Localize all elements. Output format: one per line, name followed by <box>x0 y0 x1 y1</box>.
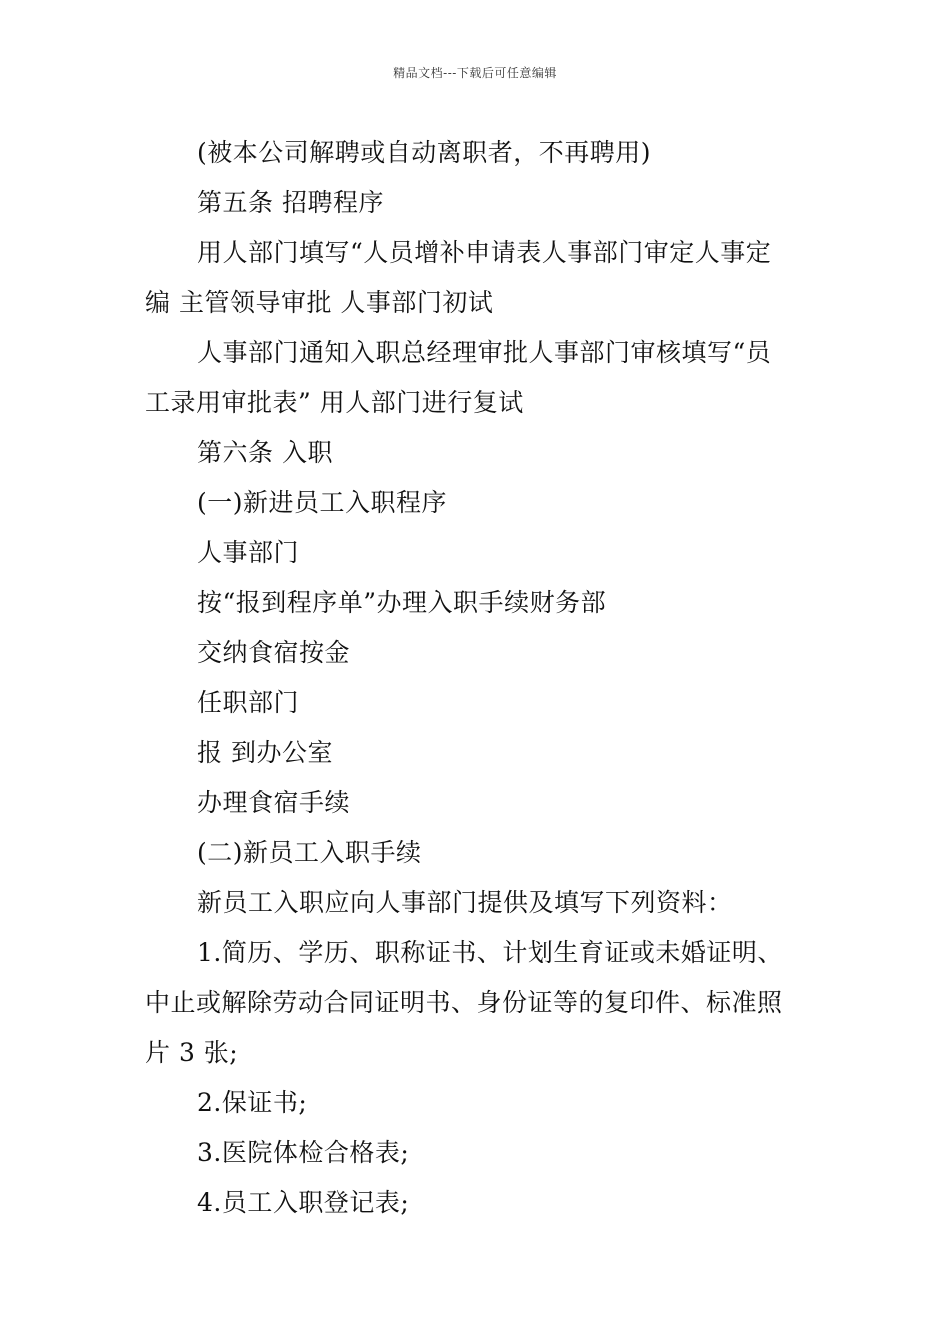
text-line: 人事部门通知入职总经理审批人事部门审核填写“员 <box>197 338 772 367</box>
document-body <box>145 128 810 1228</box>
text-line: 编 主管领导审批 人事部门初试 <box>145 288 494 317</box>
text-line: 按“报到程序单”办理入职手续财务部 <box>197 588 607 617</box>
text-line: 办理食宿手续 <box>197 788 351 817</box>
text-line: 人事部门 <box>197 538 300 567</box>
list-item: 4.员工入职登记表; <box>197 1188 410 1217</box>
subsection-heading: (一)新进员工入职程序 <box>197 488 448 517</box>
text-line: 任职部门 <box>197 688 300 717</box>
text-line: 报 到办公室 <box>197 738 333 767</box>
list-item: 1.简历、学历、职称证书、计划生育证或未婚证明、 <box>197 938 783 967</box>
text-line: 用人部门填写“人员增补申请表人事部门审定人事定 <box>197 238 772 267</box>
text-line: 工录用审批表” 用人部门进行复试 <box>145 388 524 417</box>
list-item-continuation: 中止或解除劳动合同证明书、身份证等的复印件、标准照 <box>145 988 783 1017</box>
subsection-heading: (二)新员工入职手续 <box>197 838 422 867</box>
text-line: (被本公司解聘或自动离职者，不再聘用) <box>197 138 652 167</box>
text-line: 交纳食宿按金 <box>197 638 351 667</box>
list-item-continuation: 片 3 张; <box>145 1038 239 1067</box>
text-line: 新员工入职应向人事部门提供及填写下列资料： <box>197 888 733 917</box>
section-heading: 第六条 入职 <box>197 438 333 467</box>
list-item: 2.保证书; <box>197 1088 308 1117</box>
section-heading: 第五条 招聘程序 <box>197 188 384 217</box>
page-header: 精品文档---下载后可任意编辑 <box>393 66 557 80</box>
list-item: 3.医院体检合格表; <box>197 1138 410 1167</box>
